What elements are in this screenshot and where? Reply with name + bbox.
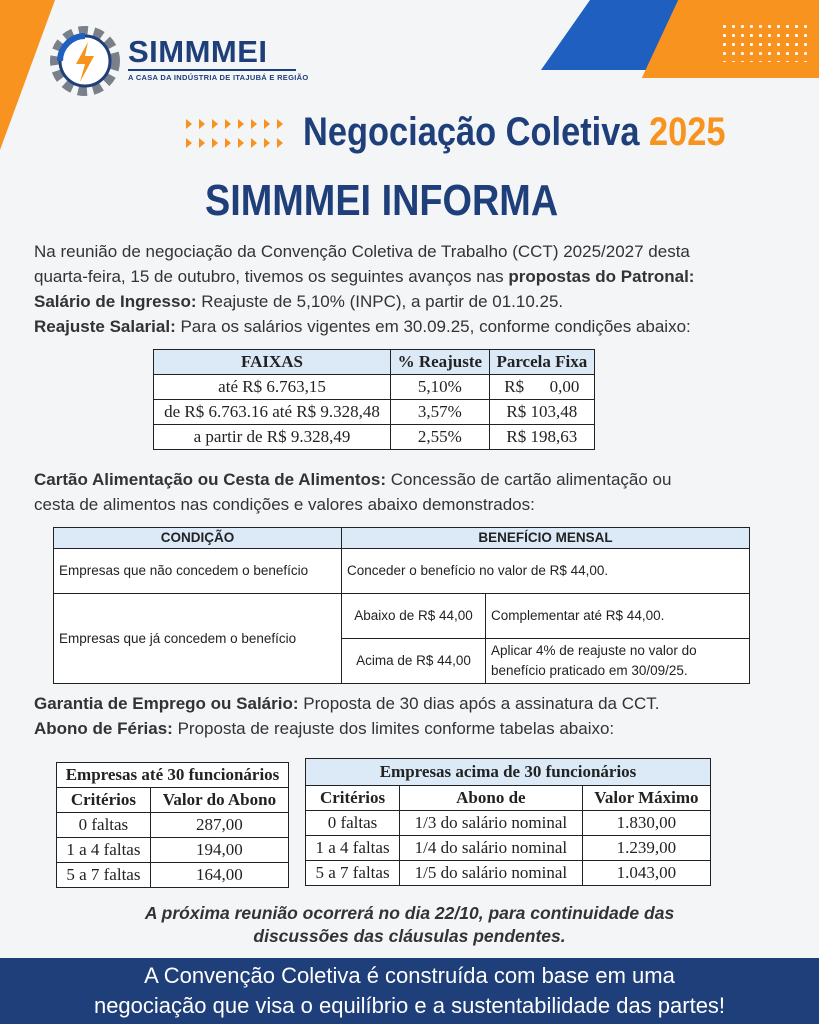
table-cell: Empresas que não concedem o benefício [54, 549, 342, 594]
table-cell: 1 a 4 faltas [306, 836, 400, 861]
table-cell: Abaixo de R$ 44,00 [342, 594, 486, 639]
table-row [54, 594, 750, 639]
table-cell: a partir de R$ 9.328,49 [154, 425, 391, 450]
table-header: BENEFÍCIO MENSAL [342, 528, 750, 549]
table-row [306, 861, 711, 886]
table-header: Parcela Fixa [489, 350, 594, 375]
table-cell: de R$ 6.763.16 até R$ 9.328,48 [154, 400, 391, 425]
table-cell: 1/5 do salário nominal [400, 861, 583, 886]
table-cell: R$ 103,48 [489, 400, 594, 425]
abono-ate-30-table [56, 762, 289, 888]
table-cell: 1/4 do salário nominal [400, 836, 583, 861]
table-cell: 287,00 [150, 813, 288, 838]
table-cell: Aplicar 4% de reajuste no valor do benefício praticado em 30/09/25. [486, 639, 750, 684]
garantia-line: Garantia de Emprego ou Salário: Proposta de 30 dias após a assinatura da CCT. [34, 694, 660, 713]
next-meeting-note [0, 902, 819, 948]
next-meeting-line-2: discussões das cláusulas pendentes. [253, 926, 566, 946]
table-row [154, 400, 595, 425]
table-header: % Reajuste [391, 350, 490, 375]
table-cell: 164,00 [150, 863, 288, 888]
table-cell: 5,10% [391, 375, 490, 400]
next-meeting-line-1: A próxima reunião ocorrerá no dia 22/10, para continuidade das [144, 903, 675, 923]
table-cell: Acima de R$ 44,00 [342, 639, 486, 684]
footer-message [0, 961, 819, 1021]
table-cell: 5 a 7 faltas [306, 861, 400, 886]
table-cell: Complementar até R$ 44,00. [486, 594, 750, 639]
table-header: Abono de [400, 786, 583, 811]
table-cell: R$ 0,00 [489, 375, 594, 400]
dot-grid-decoration [720, 22, 810, 62]
table-header: CONDIÇÃO [54, 528, 342, 549]
table-cell: 5 a 7 faltas [57, 863, 151, 888]
table-row [57, 838, 289, 863]
alimentacao-line-2: cesta de alimentos nas condições e valores abaixo demonstrados: [34, 495, 535, 514]
table-cell: 0 faltas [57, 813, 151, 838]
table-title: Empresas acima de 30 funcionários [306, 759, 711, 786]
table-row [306, 836, 711, 861]
table-row [54, 549, 750, 594]
table-cell: 3,57% [391, 400, 490, 425]
alimentacao-table [53, 527, 750, 684]
page-title: Negociação Coletiva 2025 [303, 110, 726, 154]
table-cell: Conceder o benefício no valor de R$ 44,00. [342, 549, 750, 594]
intro-line-1: Na reunião de negociação da Convenção Coletiva de Trabalho (CCT) 2025/2027 desta [34, 242, 690, 261]
abono-line: Abono de Férias: Proposta de reajuste dos limites conforme tabelas abaixo: [34, 719, 615, 738]
table-header: FAIXAS [154, 350, 391, 375]
title-year: 2025 [649, 110, 726, 154]
page-subtitle: SIMMMEI INFORMA [205, 176, 559, 225]
logo-title: SIMMMEI [128, 34, 268, 69]
gear-logo-icon [44, 20, 126, 102]
table-header: Critérios [57, 788, 151, 813]
table-cell: 1.239,00 [582, 836, 710, 861]
table-header: Critérios [306, 786, 400, 811]
table-row [154, 375, 595, 400]
table-cell: Empresas que já concedem o benefício [54, 594, 342, 684]
logo-divider [128, 69, 296, 71]
table-row [57, 863, 289, 888]
alimentacao-line-1: Cartão Alimentação ou Cesta de Alimentos: Concessão de cartão alimentação ou [34, 470, 672, 489]
table-cell: 1.043,00 [582, 861, 710, 886]
abono-acima-30-table [305, 758, 711, 886]
faixas-table [153, 349, 595, 450]
table-title: Empresas até 30 funcionários [57, 763, 289, 788]
footer-line-2: negociação que visa o equilíbrio e a sustentabilidade das partes! [93, 993, 726, 1018]
intro-line-2: quarta-feira, 15 de outubro, tivemos os seguintes avanços nas propostas do Patronal: [34, 267, 695, 286]
footer-line-1: A Convenção Coletiva é construída com base em uma [144, 963, 675, 988]
table-cell: 1/3 do salário nominal [400, 811, 583, 836]
logo-tagline: A CASA DA INDÚSTRIA DE ITAJUBÁ E REGIÃO [128, 73, 309, 82]
table-cell: 1 a 4 faltas [57, 838, 151, 863]
chevrons-icon [186, 117, 290, 153]
table-cell: 2,55% [391, 425, 490, 450]
table-header: Valor do Abono [150, 788, 288, 813]
table-row [57, 813, 289, 838]
salario-ingresso: Salário de Ingresso: Reajuste de 5,10% (INPC), a partir de 01.10.25. [34, 292, 564, 311]
table-cell: 194,00 [150, 838, 288, 863]
table-row [306, 811, 711, 836]
table-cell: até R$ 6.763,15 [154, 375, 391, 400]
table-cell: 0 faltas [306, 811, 400, 836]
table-cell: 1.830,00 [582, 811, 710, 836]
reajuste-salarial: Reajuste Salarial: Para os salários vigentes em 30.09.25, conforme condições abaixo: [34, 317, 691, 336]
table-row [154, 425, 595, 450]
table-cell: R$ 198,63 [489, 425, 594, 450]
table-header: Valor Máximo [582, 786, 710, 811]
